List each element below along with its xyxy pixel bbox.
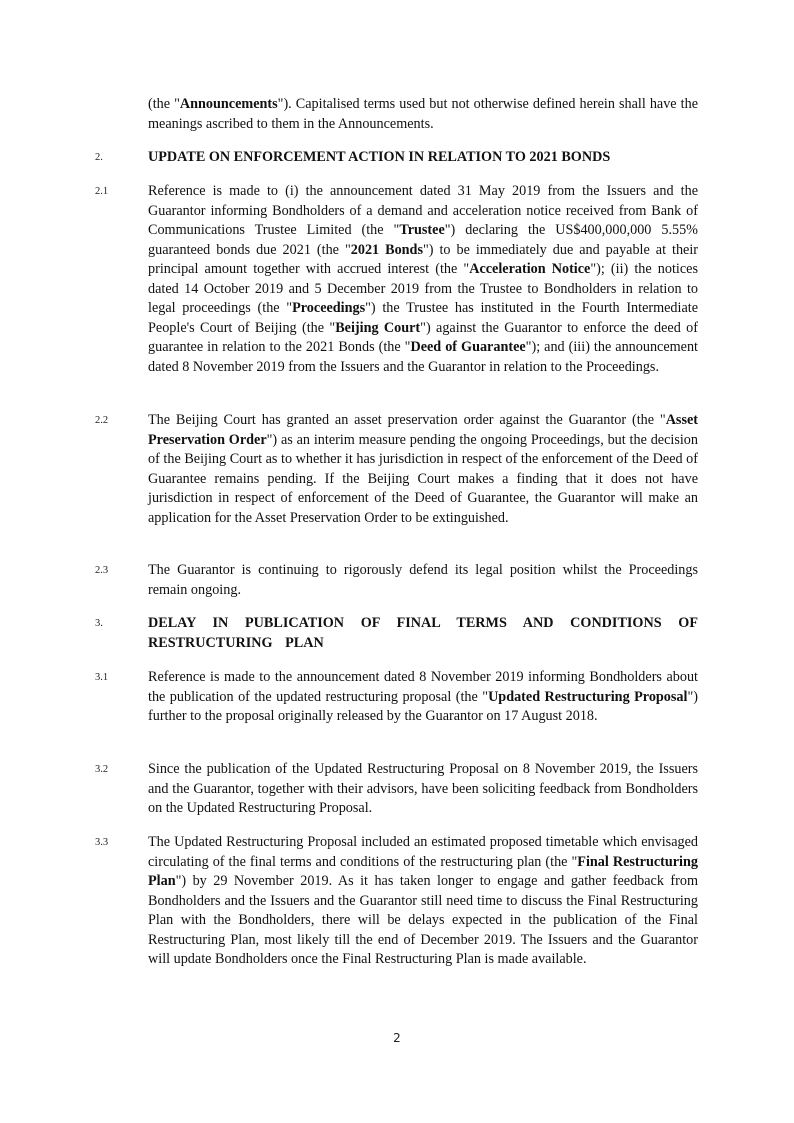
text-run: ") against the Guarantor to enforce the deed of guarantee in relation to the 2021 Bonds (the ": [148, 319, 698, 355]
defined-term: Trustee: [399, 222, 445, 238]
defined-term: Updated Restructuring Proposal: [488, 688, 688, 705]
paragraph-text: [148, 833, 698, 970]
text-run: Reference is made to (i) the announcement dated 31 May 2019 from the Issuers and the Guarantor informing Bondholders of a demand and acceleration notice received from Bank of Communications Trustee Limited (the ": [148, 183, 698, 238]
section-title: UPDATE ON ENFORCEMENT ACTION IN RELATION TO 2021 BONDS: [148, 149, 611, 165]
text-run: "); and (iii) the announcement dated 8 November 2019 from the Issuers and the Guarantor in relation to the Proceedings.: [148, 339, 698, 375]
paragraph-number: 2.3: [95, 565, 109, 576]
section-2-heading: [95, 148, 698, 168]
defined-term: Beijing Court: [335, 319, 421, 336]
text-run: ") as an interim measure pending the ongoing Proceedings, but the decision of the Beijing Court as to whether it has jurisdiction in respect of the enforcement of the Deed of Guarantee remains pending. If the Beijing Court makes a finding that it does not have jurisdiction in respect of enforcement of the Deed of Guarantee, the Guarantor will make an application for the Asset Preservation Order to be extinguished.: [148, 431, 698, 526]
text-run: ") by 29 November 2019. As it has taken longer to engage and gather feedback from Bondholders and the Issuers and the Guarantor still need time to discuss the Final Restructuring Plan with the Bondholders, there will be delays expected in the publication of the Final Restructuring Plan, most likely till the end of December 2019. The Issuers and the Guarantor will update Bondholders once the Final Restructuring Plan is made available.: [148, 873, 698, 967]
defined-term: 2021 Bonds: [350, 241, 423, 258]
defined-term: Acceleration Notice: [469, 261, 591, 277]
text-run: Reference is made to the announcement dated 8 November 2019 informing Bondholders about the publication of the updated restructuring proposal (the ": [148, 669, 698, 705]
text-run: The Beijing Court has granted an asset preservation order against the Guarantor (the ": [148, 412, 666, 428]
section-number: 3.: [95, 618, 103, 629]
text-run: Since the publication of the Updated Restructuring Proposal on 8 November 2019, the Issuers and the Guarantor, together with their advisors, have been soliciting feedback from Bondholders on the Updated Restructuring Proposal.: [148, 761, 698, 816]
paragraph-3-2: [95, 760, 698, 819]
intro-text: [148, 95, 698, 134]
text-run: ") further to the proposal originally released by the Guarantor on 17 August 2018.: [148, 688, 698, 724]
paragraph-number: 3.3: [95, 837, 109, 848]
paragraph-text: [148, 411, 698, 528]
text-run: ") declaring the US$400,000,000 5.55% guaranteed bonds due 2021 (the ": [148, 222, 698, 258]
text-run: The Updated Restructuring Proposal included an estimated proposed timetable which envisaged circulating of the final terms and conditions of the restructuring plan (the ": [148, 834, 698, 870]
defined-term: Deed of Guarantee: [410, 339, 526, 355]
text-run: The Guarantor is continuing to rigorously defend its legal position whilst the Proceedings remain ongoing.: [148, 562, 698, 598]
paragraph-text: [148, 182, 698, 377]
paragraph-3-3: [95, 833, 698, 970]
paragraph-text: [148, 668, 698, 727]
section-3-heading: [95, 614, 698, 653]
paragraph-number: 3.2: [95, 764, 109, 775]
text-run: ") to be immediately due and payable at their principal amount together with accrued interest (the ": [148, 241, 698, 277]
paragraph-2-3: [95, 561, 698, 600]
text-run: "); (ii) the notices dated 14 October 2019 and 5 December 2019 from the Trustee to Bondholders in relation to legal proceedings (the ": [148, 261, 698, 316]
defined-term: Announcements: [179, 96, 278, 112]
text-run: "). Capitalised terms used but not otherwise defined herein shall have the meanings ascribed to them in the Announcements.: [148, 96, 698, 132]
section-number: 2.: [95, 152, 103, 163]
paragraph-3-1: [95, 668, 698, 727]
paragraph-2-1: [95, 182, 698, 377]
paragraph-2-2: [95, 411, 698, 528]
paragraph-number: 2.1: [95, 186, 109, 197]
text-run: (the ": [148, 96, 180, 112]
paragraph-text: [148, 561, 698, 600]
paragraph-number: 2.2: [95, 415, 109, 426]
page-number: 2: [393, 1031, 401, 1045]
text-run: ") the Trustee has instituted in the Fourth Intermediate People's Court of Beijing (the ": [148, 300, 699, 336]
section-title: DELAY IN PUBLICATION OF FINAL TERMS AND CONDITIONS OF RESTRUCTURING PLAN: [148, 615, 698, 651]
defined-term: Asset Preservation Order: [148, 412, 698, 448]
defined-term: Final Restructuring Plan: [148, 853, 698, 889]
intro-paragraph: [95, 95, 698, 134]
defined-term: Proceedings: [292, 300, 366, 316]
paragraph-number: 3.1: [95, 672, 109, 683]
paragraph-text: [148, 760, 698, 819]
